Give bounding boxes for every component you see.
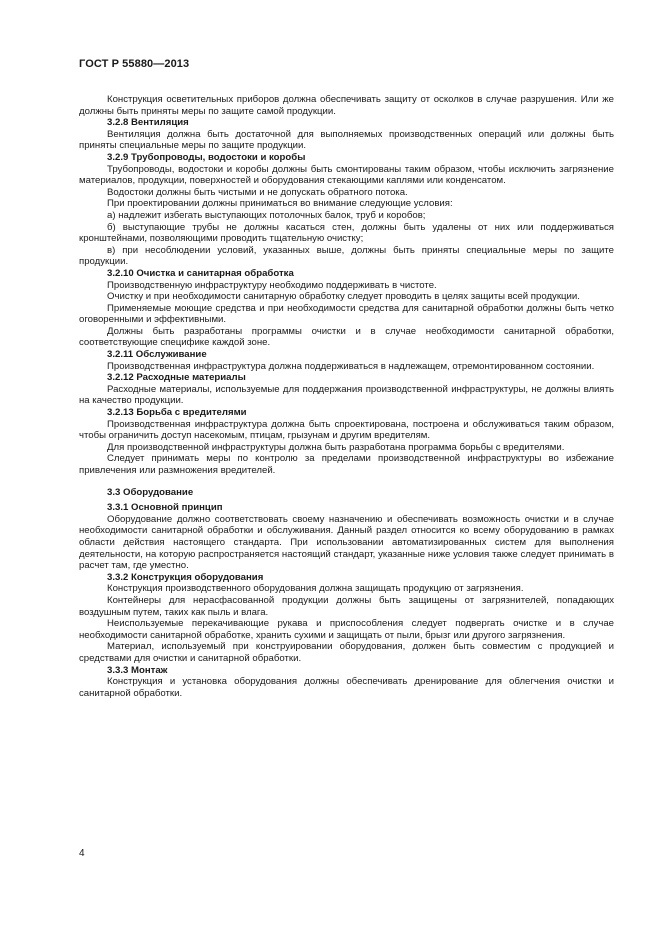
paragraph: Производственная инфраструктура должна быть спроектирована, построена и обслуживаться таким образом, чтобы ограничить доступ насекомым, птицам, грызунам и другим вредителям. [79,418,614,442]
page-number: 4 [79,848,85,859]
section-heading: 3.3 Оборудование [107,486,194,498]
paragraph: При проектировании должны приниматься во внимание следующие условия: [107,198,453,210]
subsection-heading: 3.3.3 Монтаж [107,664,168,676]
subsection-heading: 3.2.13 Борьба с вредителями [107,407,247,419]
paragraph: Контейнеры для нерасфасованной продукции должны быть защищены от загрязнителей, попадающих воздушным путем, таких как пыль и влага. [79,594,614,618]
paragraph: Применяемые моющие средства и при необходимости средства для санитарной обработки должны быть четко оговоренными и эффективными. [79,302,614,326]
paragraph: Очистку и при необходимости санитарную обработку следует проводить в целях защиты всей продукции. [107,291,580,303]
paragraph: Следует принимать меры по контролю за пределами производственной инфраструктуры во избежание привлечения или размножения вредителей. [79,453,614,476]
subsection-heading: 3.3.1 Основной принцип [107,502,223,514]
paragraph: Расходные материалы, используемые для поддержания производственной инфраструктуры, не должны влиять на качество продукции. [79,383,614,407]
document-header: ГОСТ Р 55880—2013 [79,58,190,70]
paragraph: Для производственной инфраструктуры должна быть разработана программа борьбы с вредителями. [107,441,565,453]
document-body [79,94,614,699]
paragraph: Водостоки должны быть чистыми и не допускать обратного потока. [107,186,408,198]
paragraph: Материал, используемый при конструировании оборудования, должен быть совместим с продукцией и средствами для очистки и санитарной обработки. [79,641,614,664]
subsection-heading: 3.2.9 Трубопроводы, водостоки и коробы [107,151,306,163]
paragraph: Должны быть разработаны программы очистки и в случае необходимости санитарной обработки, соответствующие специфике каждой зоне. [79,325,614,349]
paragraph: б) выступающие трубы не должны касаться стен, должны быть удалены от них или поддерживаться кронштейнами, позволяющими проводить тщательную очистку; [79,221,614,245]
paragraph: Оборудование должно соответствовать своему назначению и обеспечивать возможность очистки и в случае необходимости санитарной обработки и обслуживания. Данный раздел относится ко всему оборудованию в рамках области действия настоящего стандарта. При использовании автоматизированных систем для выполнения деятельности, на которую распространяется настоящий стандарт, указанные ниже условия также следует принимать в расчет там, где уместно. [79,513,614,572]
subsection-heading: 3.3.2 Конструкция оборудования [107,571,264,583]
paragraph: Вентиляция должна быть достаточной для выполняемых производственных операций или должны быть приняты специальные меры по защите продукции. [79,128,614,152]
paragraph: Неиспользуемые перекачивающие рукава и приспособления следует подвергать очистке и в случае необходимости санитарной обработке, хранить сухими и защищать от пыли, брызг или другого загрязнения. [79,618,614,641]
paragraph: в) при несоблюдении условий, указанных выше, должны быть приняты специальные меры по защите продукции. [79,244,614,268]
subsection-heading: 3.2.10 Очистка и санитарная обработка [107,267,294,279]
paragraph: а) надлежит избегать выступающих потолочных балок, труб и коробов; [107,209,426,221]
paragraph: Конструкция осветительных приборов должна обеспечивать защиту от осколков в случае разрушения. Или же должны быть приняты меры по защите самой продукции. [79,94,614,117]
subsection-heading: 3.2.8 Вентиляция [107,117,189,129]
paragraph: Производственная инфраструктура должна поддерживаться в надлежащем, отремонтированном состоянии. [107,360,595,372]
paragraph: Трубопроводы, водостоки и коробы должны быть смонтированы таким образом, чтобы исключить загрязнение материалов, продукции, поверхностей и оборудования стекающими каплями или конденсатом. [79,163,614,187]
subsection-heading: 3.2.12 Расходные материалы [107,372,246,384]
paragraph: Конструкция производственного оборудования должна защищать продукцию от загрязнения. [107,583,524,595]
subsection-heading: 3.2.11 Обслуживание [107,349,207,361]
paragraph: Производственную инфраструктуру необходимо поддерживать в чистоте. [107,279,437,291]
paragraph: Конструкция и установка оборудования должны обеспечивать дренирование для облегчения очистки и санитарной обработки. [79,676,614,699]
